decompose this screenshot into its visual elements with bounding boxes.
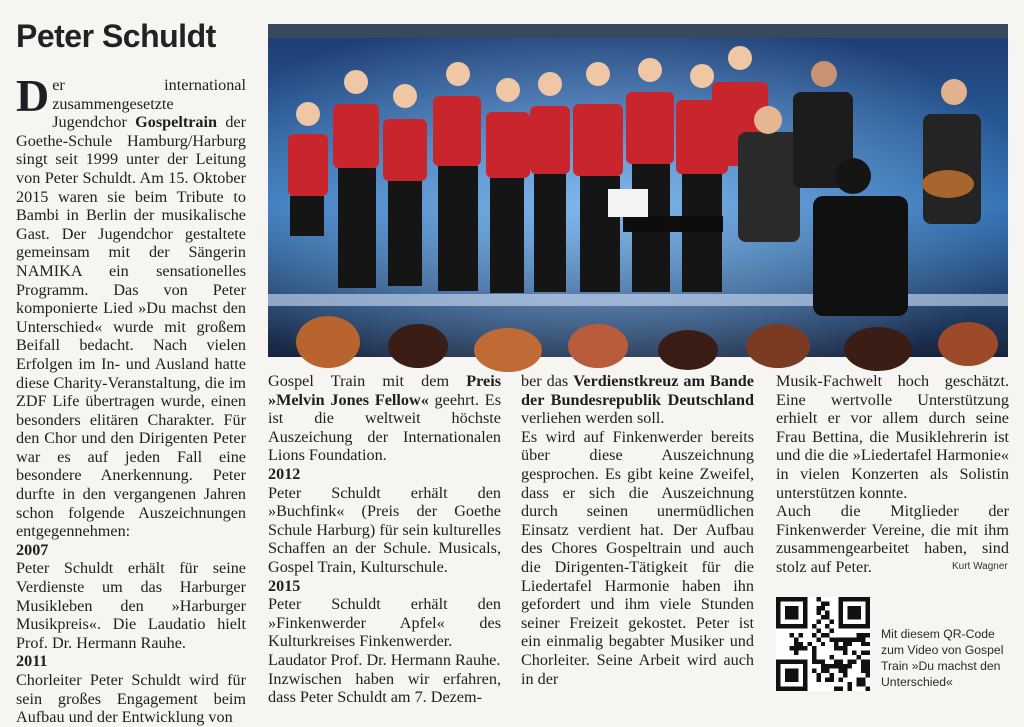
clubs-paragraph: Auch die Mitglieder der Finkenwerder Vereine, die mit ihm zusammengearbeitet haben, sind stolz auf Peter. [776,502,1009,576]
laudator-line: Laudator Prof. Dr. Hermann Rauhe. [268,650,501,669]
author-credit: Kurt Wagner [952,561,1008,572]
choir-name: Gospeltrain [135,113,218,132]
support-paragraph: Musik-Fachwelt hoch geschätzt. Eine wertvolle Unterstützung erhielt er vor allem durch seine Frau Bettina, die Musiklehrerin ist und die die »Liedertafel Harmonie« in vielen Konzerten als Solistin unterstützen konnte. [776,372,1009,502]
federal-cross-paragraph [521,372,754,428]
intro-text-c: der Goethe-Schule Hamburg/Harburg singt seit 1999 unter der Leitung von Peter Schuldt. Am 15. Oktober 2015 waren sie beim Tribute to Bambi in Berlin der musikalische Gast. Der Jugendchor gestaltete gemeinsam mit der Sängerin NAMIKA ein sensationelles Programm. Das von Peter komponierte Lied »Du machst den Unterschied« wurde mit großem Beifall bedacht. Nach vielen Erfolgen im In- und Ausland hatte diese Charity-Veranstaltung, die im ZDF Life übertragen wurde, einen besonders elitären Charakter. Für den Chor und den Dirigenten Peter war es auf jeden Fall eine besondere Anerkennung. Peter durfte in den vergangenen Jahren schon folgende Auszeichnungen entgegennehmen: [16,113,246,541]
year-2012: 2012 [268,464,301,483]
intro-text-a: er international zusammengesetzte Jugendchor [52,76,246,132]
award-2012 [268,465,501,577]
year-2011: 2011 [16,652,48,671]
choir-stage-photo [268,24,1008,357]
federal-text-a: ber das [521,372,574,390]
drop-cap: D [16,70,50,121]
award-2011 [16,652,246,726]
award-2015-text: Peter Schuldt erhält den »Finkenwerder Apfel« des Kulturkreises Finkenwerder. [268,595,501,651]
article-column-1 [16,70,246,727]
award-2015 [268,577,501,651]
lions-award [268,372,501,465]
continuation-line: Inzwischen haben wir erfahren, dass Peter Schuldt am 7. Dezem- [268,669,501,707]
article-column-4 [776,372,1009,582]
award-2011-text: Chorleiter Peter Schuldt wird für sein großes Engagement beim Aufbau und der Entwicklung von [16,671,246,727]
choir-photo-illustration [268,24,1008,357]
award-2007 [16,541,246,653]
lions-prize-name: Preis »Melvin Jones Fellow« [268,372,501,409]
qr-code-icon[interactable] [776,597,870,691]
federal-cross-name: Verdienstkreuz am Bande der Bundesrepublik Deutschland [521,372,754,409]
award-2007-text: Peter Schuldt erhält für seine Verdienste um das Harburger Musikleben den »Harburger Musikpreis«. Die Laudatio hielt Prof. Dr. Hermann Rauhe. [16,559,246,652]
award-2012-text: Peter Schuldt erhält den »Buchfink« (Preis der Goethe Schule Harburg) für sein kulturelles Schaffen an der Schule. Musicals, Gospel Train, Kulturschule. [268,483,501,576]
article-column-3 [521,372,754,700]
federal-text-c: verliehen werden soll. [521,409,665,428]
article-column-2 [268,372,501,707]
finkenwerder-paragraph: Es wird auf Finkenwerder bereits über diese Auszeichnung gesprochen. Es gibt keine Zweifel, dass er sich die Auszeichnung durch seinen unermüdlichen Einsatz verdient hat. Der Aufbau des Chores Gospeltrain und auch die Dirigenten-Tätigkeit für die Liedertafel Harmonie haben ihn gefordert und ihm viele Stunden seiner Freizeit gekostet. Peter ist ein einmalig begabter Musiker und Chorleiter. Seine Arbeit wird auch in der [521,427,754,688]
lions-text-a: Gospel Train mit dem [268,372,467,390]
lions-text-c: geehrt. Es ist die weltweit höchste Auszeichung der Internationalen Lions Foundation. [268,390,501,465]
qr-caption: Mit diesem QR-Code zum Video von Gospel Train »Du machst den Unterschied« [881,627,1004,689]
year-2015: 2015 [268,576,301,595]
article-headline: Peter Schuldt [16,18,216,54]
intro-paragraph [16,70,246,541]
year-2007: 2007 [16,540,49,559]
